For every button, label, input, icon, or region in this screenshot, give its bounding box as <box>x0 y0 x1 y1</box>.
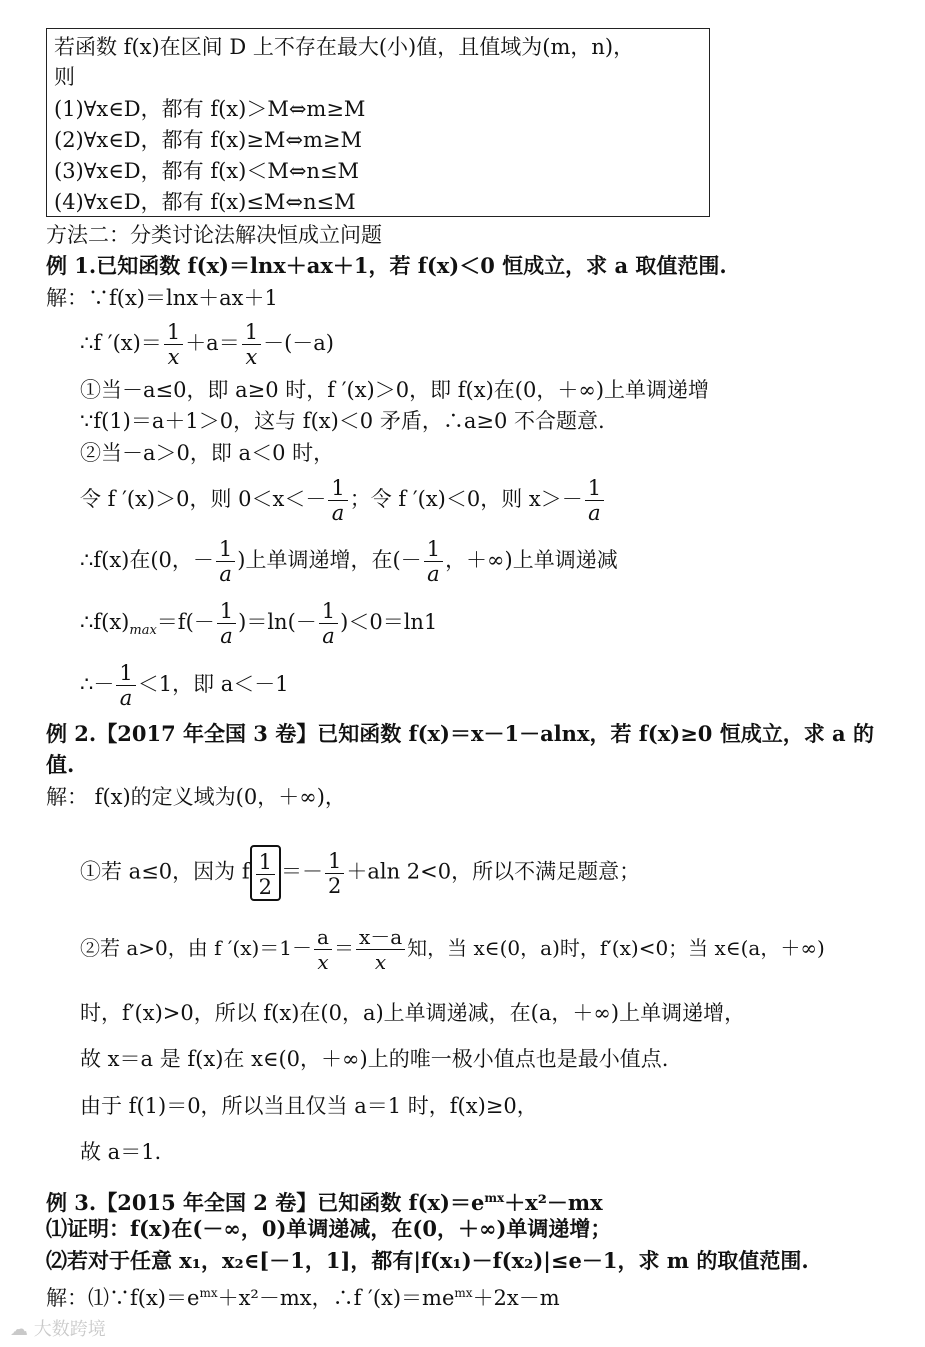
ex1-line-8: $\therefore f(x)_{max}=f(-$ $\frac{1}{a}$ )＝ln(－ $\frac{1}{a}$ )＜0＝ln1 <box>80 599 438 648</box>
ex3-solution-line: 解：$⑴\because f(x)=e^{mx}+x^2-mx$，∴f $'(x)=me^{mx}+2x-m$ <box>46 1286 560 1310</box>
ex3-question-2: ⑵若对于任意 x₁，x₂∈[－1，1]，都有|f(x₁)－f(x₂)|≤e－1，求 m 的取值范围. <box>46 1248 809 1273</box>
box-line-3: (1)∀x∈D，都有 f(x)＞M⇔m≥M <box>54 97 366 121</box>
ex2-line-1: 解： f(x)的定义域为(0，＋∞)， <box>46 785 346 809</box>
fraction: $\frac{1}{a}$ <box>424 537 443 586</box>
ex1-title: 例 1.已知函数 f(x)＝lnx＋ax＋1，若 f(x)＜0 恒成立，求 a 取值范围. <box>46 253 727 278</box>
fraction: $\frac{1}{x}$ <box>164 320 183 369</box>
fraction: $\frac{1}{a}$ <box>585 476 604 525</box>
method2-heading: 方法二：分类讨论法解决恒成立问题 <box>46 223 382 247</box>
watermark-text: 大数跨境 <box>33 1319 106 1340</box>
fraction: $\frac{1}{a}$ <box>116 661 135 710</box>
ex2-line-3: ②若 a>0，由 f ′(x)＝1－ $\frac{a}{x}$ ＝ $\frac{x-a}{x}$ 知，当 x∈(0，a)时，f′(x)<0；当 x∈(a，＋∞) <box>80 925 825 974</box>
ex3-question-1: ⑴证明：f(x)在(－∞，0)单调递减，在(0，＋∞)单调递增； <box>46 1216 612 1241</box>
ex2-title-1: 例 2.【2017 年全国 3 卷】已知函数 f(x)＝x－1－alnx，若 f(x)≥0 恒成立，求 a 的 <box>46 721 874 746</box>
box-line-2: 则 <box>54 65 75 89</box>
ex1-line-4: ∵f(1)＝a＋1＞0，这与 f(x)＜0 矛盾，∴a≥0 不合题意. <box>80 409 605 433</box>
ex2-line-2: ①若 a≤0，因为 f $\frac{1}{2}$ ＝－ $\frac{1}{2}$ ＋aln 2<0，所以不满足题意； <box>80 845 640 901</box>
fraction: $\frac{1}{2}$ <box>325 849 344 898</box>
fraction: $\frac{1}{x}$ <box>242 320 261 369</box>
wechat-icon: ☁ <box>10 1319 28 1340</box>
ex1-line-1: 解：∵f(x)＝lnx＋ax＋1 <box>46 286 278 310</box>
fraction: $\frac{1}{a}$ <box>319 599 338 648</box>
fraction: $\frac{1}{a}$ <box>216 537 235 586</box>
ex1-line-3: ①当－a≤0，即 a≥0 时，f ′(x)＞0，即 f(x)在(0，＋∞)上单调递增 <box>80 378 710 402</box>
ex3-title: 例 3.【2015 年全国 2 卷】已知函数 $f(x)=e^{mx}+x^2-mx$ <box>46 1190 603 1215</box>
box-line-6: (4)∀x∈D，都有 f(x)≤M⇔n≤M <box>54 190 356 214</box>
ex2-line-5: 故 x＝a 是 f(x)在 x∈(0，＋∞)上的唯一极小值点也是最小值点. <box>80 1047 669 1071</box>
ex1-line-9: ∴－ $\frac{1}{a}$ ＜1，即 a＜－1 <box>80 661 289 710</box>
fraction: $\frac{1}{a}$ <box>328 476 347 525</box>
fraction: $\frac{a}{x}$ <box>314 925 332 974</box>
box-line-4: (2)∀x∈D，都有 f(x)≥M⇔m≥M <box>54 128 363 152</box>
ex1-line-2: ∴f ′(x)＝ $\frac{1}{x}$ ＋a＝ $\frac{1}{x}$ －(－a) <box>80 320 334 369</box>
bracketed-fraction <box>250 845 281 901</box>
fraction: $\frac{x-a}{x}$ <box>356 925 405 974</box>
ex2-line-6: 由于 f(1)＝0，所以当且仅当 a＝1 时，f(x)≥0， <box>80 1094 538 1118</box>
ex1-line-5: ②当－a＞0，即 a＜0 时， <box>80 441 335 465</box>
fraction: $\frac{1}{a}$ <box>217 599 236 648</box>
box-line-5: (3)∀x∈D，都有 f(x)＜M⇔n≤M <box>54 159 360 183</box>
ex1-line-7: ∴f(x)在(0，－ $\frac{1}{a}$ )上单调递增，在(－ $\frac{1}{a}$ ，＋∞)上单调递减 <box>80 537 618 586</box>
ex2-line-7: 故 a＝1. <box>80 1140 162 1164</box>
ex2-line-4: 时，f′(x)>0，所以 f(x)在(0，a)上单调递减，在(a，＋∞)上单调递增， <box>80 1001 746 1025</box>
watermark <box>10 1315 106 1341</box>
ex2-title-2: 值. <box>46 752 75 777</box>
box-line-1: 若函数 f(x)在区间 D 上不存在最大(小)值，且值域为(m，n)， <box>54 35 635 59</box>
fraction: $\frac{1}{2}$ <box>256 850 275 899</box>
ex1-line-6: 令 f ′(x)＞0，则 0＜x＜－ $\frac{1}{a}$ ；令 f ′(x)＜0，则 x＞－ $\frac{1}{a}$ <box>80 474 606 525</box>
